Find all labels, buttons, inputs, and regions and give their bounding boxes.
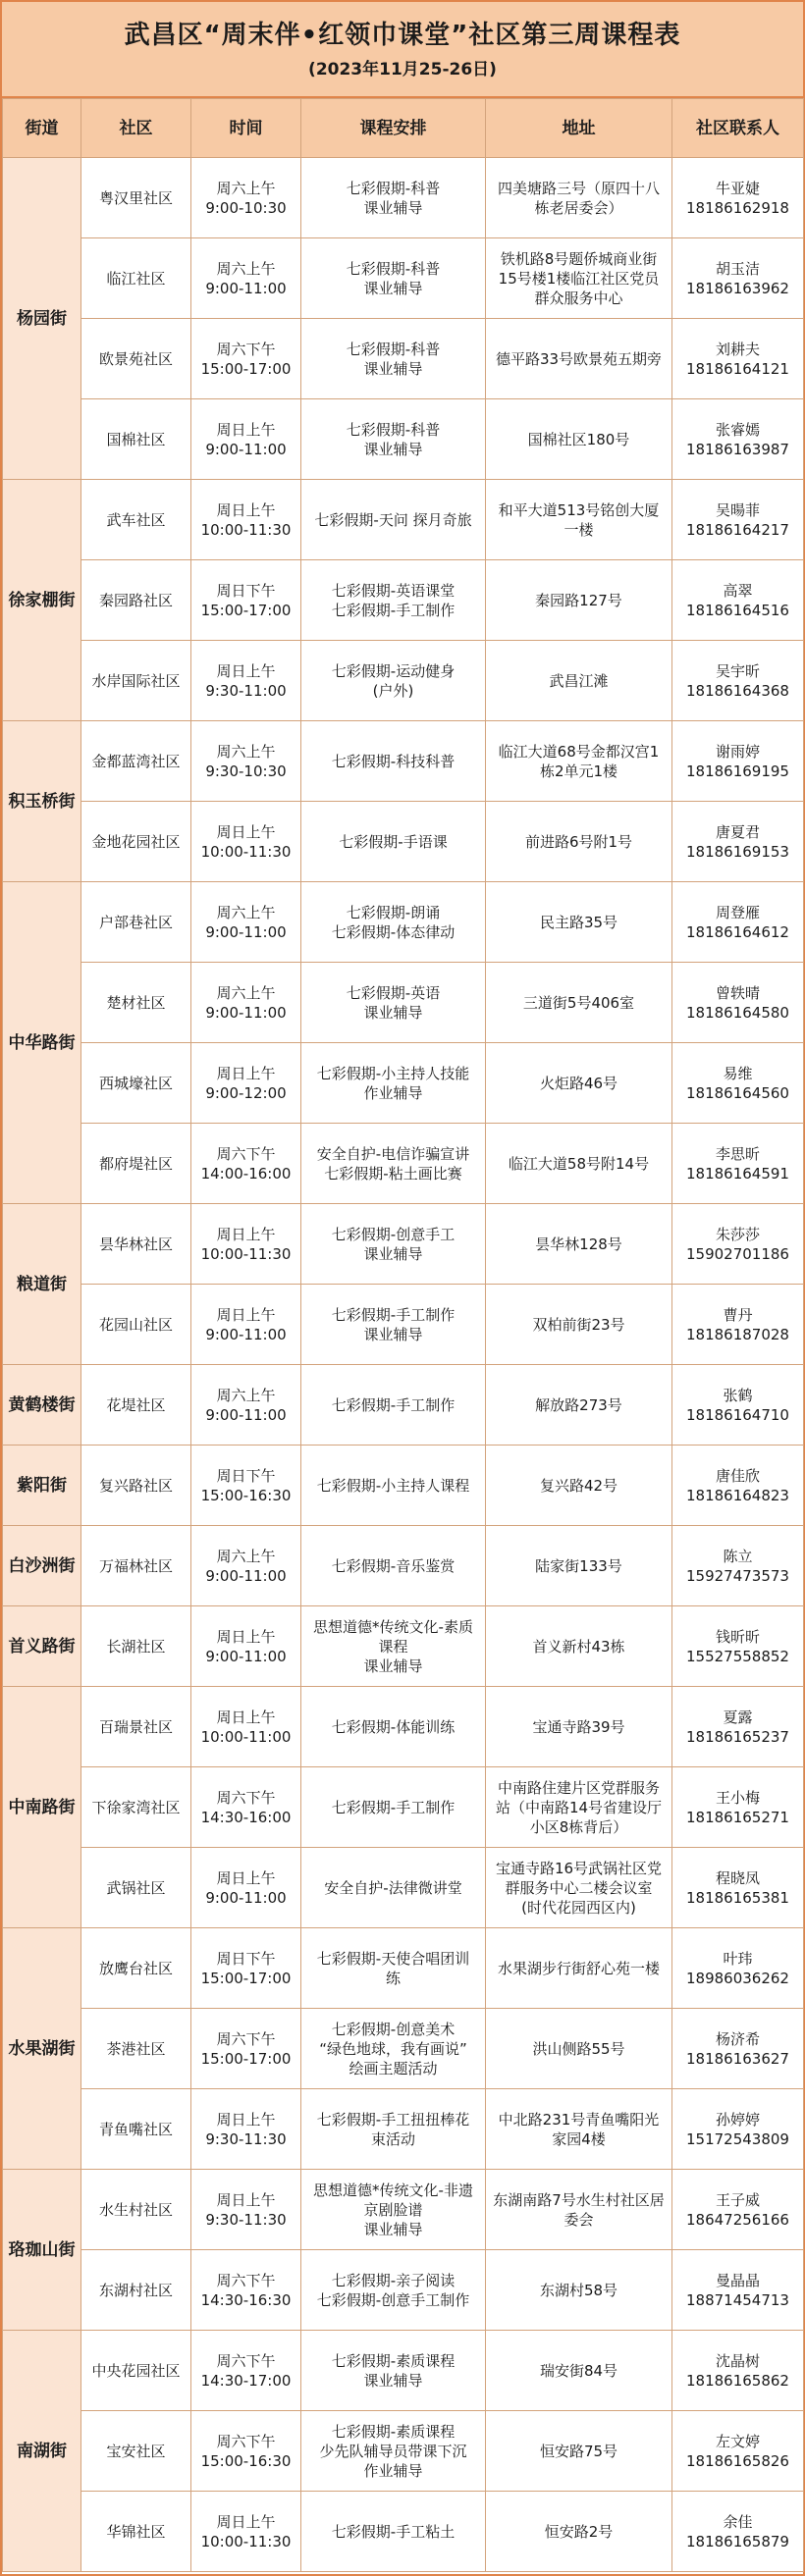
address-cell: 四美塘路三号（原四十八 栋老居委会）	[486, 158, 672, 238]
time-cell: 周日上午 9:00-11:00	[191, 1606, 301, 1687]
contact-cell: 夏露 18186165237	[672, 1687, 804, 1767]
time-cell: 周六下午 14:30-16:00	[191, 1767, 301, 1848]
address-cell: 国棉社区180号	[486, 399, 672, 480]
contact-cell: 钱昕昕 15527558852	[672, 1606, 804, 1687]
course-cell: 七彩假期-英语 课业辅导	[301, 963, 486, 1043]
time-cell: 周六上午 9:00-10:30	[191, 158, 301, 238]
time-cell: 周六下午 14:30-16:30	[191, 2250, 301, 2331]
table-row	[3, 2009, 804, 2089]
community-cell: 万福林社区	[81, 1526, 191, 1606]
community-cell: 花园山社区	[81, 1285, 191, 1365]
contact-cell: 曼晶晶 18871454713	[672, 2250, 804, 2331]
contact-cell: 曹丹 18186187028	[672, 1285, 804, 1365]
table-row	[3, 1848, 804, 1928]
street-cell: 粮道街	[3, 1204, 81, 1365]
table-row	[3, 1446, 804, 1526]
course-cell: 七彩假期-素质课程 少先队辅导员带课下沉 作业辅导	[301, 2411, 486, 2492]
course-cell: 七彩假期-手语课	[301, 802, 486, 882]
course-cell: 七彩假期-科普 课业辅导	[301, 399, 486, 480]
contact-cell: 杨济希 18186163627	[672, 2009, 804, 2089]
column-header-course: 课程安排	[301, 99, 486, 158]
table-row	[3, 238, 804, 319]
community-cell: 都府堤社区	[81, 1124, 191, 1204]
address-cell: 宝通寺路16号武锅社区党 群服务中心二楼会议室 (时代花园西区内)	[486, 1848, 672, 1928]
poster-header	[2, 2, 803, 98]
table-row	[3, 1204, 804, 1285]
time-cell: 周六下午 15:00-17:00	[191, 2009, 301, 2089]
course-cell: 七彩假期-科普 课业辅导	[301, 319, 486, 399]
community-cell: 国棉社区	[81, 399, 191, 480]
contact-cell: 朱莎莎 15902701186	[672, 1204, 804, 1285]
time-cell: 周日下午 15:00-17:00	[191, 560, 301, 641]
course-cell: 七彩假期-运动健身 (户外)	[301, 641, 486, 721]
street-cell: 紫阳街	[3, 1446, 81, 1526]
time-cell: 周六上午 9:00-11:00	[191, 882, 301, 963]
community-cell: 秦园路社区	[81, 560, 191, 641]
page-subtitle: (2023年11月25-26日)	[308, 60, 497, 79]
column-header-street: 街道	[3, 99, 81, 158]
street-cell: 中南路街	[3, 1687, 81, 1928]
course-cell: 七彩假期-创意手工 课业辅导	[301, 1204, 486, 1285]
course-cell: 七彩假期-创意美术 “绿色地球，我有画说” 绘画主题活动	[301, 2009, 486, 2089]
course-cell: 七彩假期-手工制作 课业辅导	[301, 1285, 486, 1365]
course-cell: 七彩假期-音乐鉴赏	[301, 1526, 486, 1606]
address-cell: 临江大道58号附14号	[486, 1124, 672, 1204]
course-cell: 七彩假期-科普 课业辅导	[301, 238, 486, 319]
time-cell: 周六上午 9:00-11:00	[191, 1365, 301, 1446]
table-row	[3, 963, 804, 1043]
course-cell: 七彩假期-手工制作	[301, 1767, 486, 1848]
table-row	[3, 319, 804, 399]
community-cell: 宝安社区	[81, 2411, 191, 2492]
community-cell: 武锅社区	[81, 1848, 191, 1928]
contact-cell: 王子威 18647256166	[672, 2170, 804, 2250]
schedule-table	[2, 98, 804, 2572]
address-cell: 火炬路46号	[486, 1043, 672, 1124]
community-cell: 百瑞景社区	[81, 1687, 191, 1767]
course-cell: 七彩假期-素质课程 课业辅导	[301, 2331, 486, 2411]
community-cell: 放鹰台社区	[81, 1928, 191, 2009]
contact-cell: 余佳 18186165879	[672, 2492, 804, 2572]
course-cell: 七彩假期-天问 探月奇旅	[301, 480, 486, 560]
table-row	[3, 2170, 804, 2250]
address-cell: 秦园路127号	[486, 560, 672, 641]
address-cell: 首义新村43栋	[486, 1606, 672, 1687]
table-row	[3, 1928, 804, 2009]
street-cell: 珞珈山街	[3, 2170, 81, 2331]
table-row	[3, 2331, 804, 2411]
community-cell: 青鱼嘴社区	[81, 2089, 191, 2170]
street-cell: 中华路街	[3, 882, 81, 1204]
community-cell: 粤汉里社区	[81, 158, 191, 238]
street-cell: 黄鹤楼街	[3, 1365, 81, 1446]
address-cell: 恒安路2号	[486, 2492, 672, 2572]
table-row	[3, 1285, 804, 1365]
table-row	[3, 480, 804, 560]
contact-cell: 易维 18186164560	[672, 1043, 804, 1124]
community-cell: 昙华林社区	[81, 1204, 191, 1285]
contact-cell: 张睿嫣 18186163987	[672, 399, 804, 480]
column-header-community: 社区	[81, 99, 191, 158]
time-cell: 周六上午 9:30-10:30	[191, 721, 301, 802]
address-cell: 和平大道513号铭创大厦 一楼	[486, 480, 672, 560]
table-row	[3, 1365, 804, 1446]
contact-cell: 吴暘菲 18186164217	[672, 480, 804, 560]
time-cell: 周日上午 9:30-11:30	[191, 2170, 301, 2250]
address-cell: 昙华林128号	[486, 1204, 672, 1285]
address-cell: 宝通寺路39号	[486, 1687, 672, 1767]
contact-cell: 谢雨婷 18186169195	[672, 721, 804, 802]
time-cell: 周日上午 9:30-11:30	[191, 2089, 301, 2170]
table-row	[3, 560, 804, 641]
course-cell: 七彩假期-亲子阅读 七彩假期-创意手工制作	[301, 2250, 486, 2331]
community-cell: 水岸国际社区	[81, 641, 191, 721]
community-cell: 武车社区	[81, 480, 191, 560]
contact-cell: 叶玮 18986036262	[672, 1928, 804, 2009]
table-row	[3, 2411, 804, 2492]
course-cell: 七彩假期-天使合唱团训 练	[301, 1928, 486, 2009]
course-cell: 安全自护-法律微讲堂	[301, 1848, 486, 1928]
time-cell: 周六下午 15:00-16:30	[191, 2411, 301, 2492]
course-cell: 安全自护-电信诈骗宣讲 七彩假期-粘土画比赛	[301, 1124, 486, 1204]
table-row	[3, 1124, 804, 1204]
community-cell: 金都蓝湾社区	[81, 721, 191, 802]
table-row	[3, 1687, 804, 1767]
table-row	[3, 721, 804, 802]
community-cell: 下徐家湾社区	[81, 1767, 191, 1848]
contact-cell: 周登雁 18186164612	[672, 882, 804, 963]
contact-cell: 唐佳欣 18186164823	[672, 1446, 804, 1526]
course-cell: 七彩假期-手工粘土	[301, 2492, 486, 2572]
community-cell: 楚材社区	[81, 963, 191, 1043]
time-cell: 周日上午 10:00-11:00	[191, 1687, 301, 1767]
table-row	[3, 2492, 804, 2572]
course-cell: 七彩假期-手工扭扭棒花 束活动	[301, 2089, 486, 2170]
time-cell: 周日下午 15:00-17:00	[191, 1928, 301, 2009]
table-row	[3, 802, 804, 882]
time-cell: 周日上午 10:00-11:30	[191, 2492, 301, 2572]
course-cell: 七彩假期-体能训练	[301, 1687, 486, 1767]
time-cell: 周六下午 14:30-17:00	[191, 2331, 301, 2411]
time-cell: 周六上午 9:00-11:00	[191, 238, 301, 319]
course-cell: 思想道德*传统文化-素质 课程 课业辅导	[301, 1606, 486, 1687]
community-cell: 中央花园社区	[81, 2331, 191, 2411]
page-title: 武昌区“周末伴•红领巾课堂”社区第三周课程表	[124, 21, 681, 50]
table-row	[3, 1526, 804, 1606]
address-cell: 双柏前街23号	[486, 1285, 672, 1365]
address-cell: 前进路6号附1号	[486, 802, 672, 882]
community-cell: 金地花园社区	[81, 802, 191, 882]
table-row	[3, 1767, 804, 1848]
address-cell: 复兴路42号	[486, 1446, 672, 1526]
course-cell: 七彩假期-朗诵 七彩假期-体态律动	[301, 882, 486, 963]
community-cell: 复兴路社区	[81, 1446, 191, 1526]
contact-cell: 高翠 18186164516	[672, 560, 804, 641]
address-cell: 德平路33号欧景苑五期旁	[486, 319, 672, 399]
table-body	[3, 158, 804, 2572]
table-header-row	[3, 99, 804, 158]
contact-cell: 刘耕夫 18186164121	[672, 319, 804, 399]
table-row	[3, 399, 804, 480]
address-cell: 三道街5号406室	[486, 963, 672, 1043]
address-cell: 铁机路8号题侨城商业街 15号楼1楼临江社区党员 群众服务中心	[486, 238, 672, 319]
contact-cell: 曾轶晴 18186164580	[672, 963, 804, 1043]
table-row	[3, 2089, 804, 2170]
address-cell: 民主路35号	[486, 882, 672, 963]
time-cell: 周日上午 10:00-11:30	[191, 480, 301, 560]
address-cell: 解放路273号	[486, 1365, 672, 1446]
street-cell: 徐家棚街	[3, 480, 81, 721]
contact-cell: 左文婷 18186165826	[672, 2411, 804, 2492]
community-cell: 西城壕社区	[81, 1043, 191, 1124]
contact-cell: 吴宇昕 18186164368	[672, 641, 804, 721]
street-cell: 水果湖街	[3, 1928, 81, 2170]
course-cell: 七彩假期-小主持人课程	[301, 1446, 486, 1526]
time-cell: 周日上午 10:00-11:30	[191, 1204, 301, 1285]
street-cell: 杨园街	[3, 158, 81, 480]
table-row	[3, 158, 804, 238]
address-cell: 中北路231号青鱼嘴阳光 家园4楼	[486, 2089, 672, 2170]
street-cell: 南湖街	[3, 2331, 81, 2572]
course-cell: 七彩假期-科普 课业辅导	[301, 158, 486, 238]
community-cell: 东湖村社区	[81, 2250, 191, 2331]
contact-cell: 李思昕 18186164591	[672, 1124, 804, 1204]
address-cell: 武昌江滩	[486, 641, 672, 721]
time-cell: 周日上午 9:00-11:00	[191, 1285, 301, 1365]
community-cell: 长湖社区	[81, 1606, 191, 1687]
address-cell: 恒安路75号	[486, 2411, 672, 2492]
address-cell: 陆家街133号	[486, 1526, 672, 1606]
course-cell: 七彩假期-英语课堂 七彩假期-手工制作	[301, 560, 486, 641]
community-cell: 花堤社区	[81, 1365, 191, 1446]
course-cell: 七彩假期-小主持人技能 作业辅导	[301, 1043, 486, 1124]
address-cell: 东湖南路7号水生村社区居 委会	[486, 2170, 672, 2250]
address-cell: 临江大道68号金都汉宫1 栋2单元1楼	[486, 721, 672, 802]
community-cell: 水生村社区	[81, 2170, 191, 2250]
address-cell: 洪山侧路55号	[486, 2009, 672, 2089]
time-cell: 周日上午 9:00-11:00	[191, 1848, 301, 1928]
address-cell: 东湖村58号	[486, 2250, 672, 2331]
contact-cell: 王小梅 18186165271	[672, 1767, 804, 1848]
contact-cell: 唐夏君 18186169153	[672, 802, 804, 882]
community-cell: 华锦社区	[81, 2492, 191, 2572]
street-cell: 首义路街	[3, 1606, 81, 1687]
table-row	[3, 1043, 804, 1124]
time-cell: 周六下午 14:00-16:00	[191, 1124, 301, 1204]
contact-cell: 陈立 15927473573	[672, 1526, 804, 1606]
course-cell: 七彩假期-科技科普	[301, 721, 486, 802]
table-row	[3, 882, 804, 963]
time-cell: 周日上午 9:30-11:00	[191, 641, 301, 721]
time-cell: 周日上午 10:00-11:30	[191, 802, 301, 882]
contact-cell: 沈晶树 18186165862	[672, 2331, 804, 2411]
community-cell: 户部巷社区	[81, 882, 191, 963]
column-header-address: 地址	[486, 99, 672, 158]
column-header-contact: 社区联系人	[672, 99, 804, 158]
contact-cell: 张鹤 18186164710	[672, 1365, 804, 1446]
table-row	[3, 1606, 804, 1687]
column-header-time: 时间	[191, 99, 301, 158]
address-cell: 水果湖步行街舒心苑一楼	[486, 1928, 672, 2009]
table-row	[3, 2250, 804, 2331]
time-cell: 周六上午 9:00-11:00	[191, 963, 301, 1043]
street-cell: 积玉桥街	[3, 721, 81, 882]
community-cell: 茶港社区	[81, 2009, 191, 2089]
time-cell: 周日上午 9:00-12:00	[191, 1043, 301, 1124]
course-cell: 思想道德*传统文化-非遗 京剧脸谱 课业辅导	[301, 2170, 486, 2250]
street-cell: 白沙洲街	[3, 1526, 81, 1606]
address-cell: 中南路住建片区党群服务 站（中南路14号省建设厅 小区8栋背后）	[486, 1767, 672, 1848]
contact-cell: 胡玉洁 18186163962	[672, 238, 804, 319]
contact-cell: 程晓凤 18186165381	[672, 1848, 804, 1928]
community-cell: 临江社区	[81, 238, 191, 319]
address-cell: 瑞安街84号	[486, 2331, 672, 2411]
time-cell: 周六下午 15:00-17:00	[191, 319, 301, 399]
course-cell: 七彩假期-手工制作	[301, 1365, 486, 1446]
contact-cell: 孙婷婷 15172543809	[672, 2089, 804, 2170]
time-cell: 周日上午 9:00-11:00	[191, 399, 301, 480]
contact-cell: 牛亚婕 18186162918	[672, 158, 804, 238]
time-cell: 周六上午 9:00-11:00	[191, 1526, 301, 1606]
table-row	[3, 641, 804, 721]
community-cell: 欧景苑社区	[81, 319, 191, 399]
time-cell: 周日下午 15:00-16:30	[191, 1446, 301, 1526]
